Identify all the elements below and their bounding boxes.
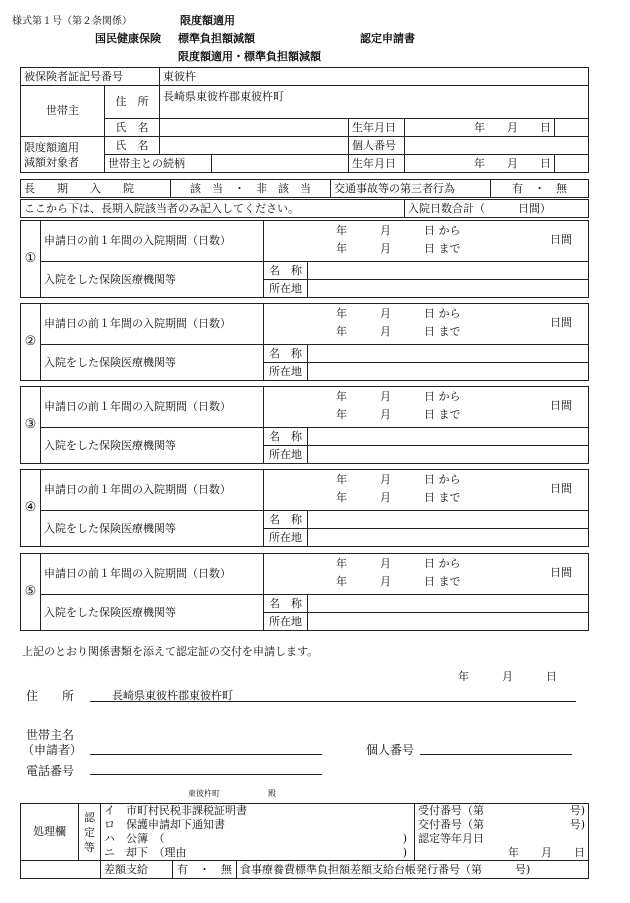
notice-table <box>20 199 589 218</box>
personal-no-field[interactable] <box>405 137 589 155</box>
long-stay-table <box>20 179 589 198</box>
applicant-sub-label: （申請者） <box>22 743 83 757</box>
stay-number: ④ <box>21 470 41 547</box>
target-person-label: 限度額適用 減額対象者 <box>21 137 105 173</box>
stay-period-label: 申請日の前１年間の入院期間（日数） <box>41 470 264 511</box>
stay-hospital-name-field[interactable] <box>308 595 589 613</box>
stay-hospital-label: 入院をした保険医療機関等 <box>41 428 264 464</box>
stay-period-label: 申請日の前１年間の入院期間（日数） <box>41 554 264 595</box>
title-line3: 限度額適用・標準負担額減額 <box>178 50 321 63</box>
applicant-label: 世帯主名 <box>26 728 75 742</box>
reception-no-field[interactable]: 受付番号（第 号) <box>415 804 589 819</box>
stay-period-field[interactable]: 年 月 日 から 年 月 日 まで 日間 <box>264 221 589 262</box>
stay-hospital-name-label: 名 称 <box>264 595 308 613</box>
stay-period-label: 申請日の前１年間の入院期間（日数） <box>41 304 264 345</box>
target-birth-label: 生年月日 <box>349 155 405 173</box>
stay-hospital-addr-label: 所在地 <box>264 363 308 381</box>
stay-period-label: 申請日の前１年間の入院期間（日数） <box>41 221 264 262</box>
stay-hospital-name-field[interactable] <box>308 262 589 280</box>
long-stay-applicable[interactable]: 該 当 ・ 非 該 当 <box>171 180 331 198</box>
honorific: 殿 <box>268 789 276 798</box>
stay-hospital-label: 入院をした保険医療機関等 <box>41 595 264 631</box>
hospital-stay-block <box>20 553 589 631</box>
stay-period-field[interactable]: 年 月 日 から 年 月 日 まで 日間 <box>264 387 589 428</box>
stay-hospital-name-label: 名 称 <box>264 345 308 363</box>
stay-period-label: 申請日の前１年間の入院期間（日数） <box>41 387 264 428</box>
office-item-3[interactable]: ハ 公簿 （ ) <box>101 832 415 846</box>
long-stay-label: 長 期 入 院 <box>21 180 171 198</box>
blank-cell <box>555 155 589 173</box>
stay-number: ③ <box>21 387 41 464</box>
householder-label: 世帯主 <box>21 86 105 137</box>
relation-field[interactable] <box>212 155 349 173</box>
title-reduction: 標準負担額減額 <box>178 32 255 45</box>
footer-address-value[interactable]: 長崎県東彼杵郡東彼杵町 <box>112 689 233 702</box>
long-stay-notice: ここから下は、長期入院該当者のみ記入してください。 <box>21 200 405 218</box>
applicant-info-table <box>20 67 589 173</box>
title-application: 認定申請書 <box>360 32 415 45</box>
stay-hospital-name-label: 名 称 <box>264 511 308 529</box>
hospital-stay-block <box>20 386 589 464</box>
phone-label: 電話番号 <box>26 764 75 778</box>
stay-period-field[interactable]: 年 月 日 から 年 月 日 まで 日間 <box>264 554 589 595</box>
office-item-1[interactable]: イ 市町村民税非課税証明書 <box>101 804 415 819</box>
office-section-label: 処理欄 <box>21 804 79 861</box>
stay-hospital-name-label: 名 称 <box>264 262 308 280</box>
stay-hospital-addr-label: 所在地 <box>264 529 308 547</box>
diff-yes-no[interactable]: 有 ・ 無 <box>173 861 237 879</box>
title-line1: 限度額適用 <box>180 14 235 27</box>
title-nhi: 国民健康保険 <box>95 32 161 45</box>
third-party-label: 交通事故等の第三者行為 <box>331 180 491 198</box>
stay-hospital-addr-field[interactable] <box>308 363 589 381</box>
stay-hospital-addr-label: 所在地 <box>264 613 308 631</box>
insured-no-value[interactable]: 東彼杵 <box>160 68 589 86</box>
footer-personal-no-label: 個人番号 <box>366 743 415 757</box>
office-use-table <box>20 803 589 879</box>
applicant-underline[interactable] <box>90 754 322 755</box>
stay-hospital-addr-field[interactable] <box>308 280 589 298</box>
phone-underline[interactable] <box>90 774 322 775</box>
cert-date-field[interactable]: 年 月 日 <box>415 846 589 861</box>
office-item-4[interactable]: ニ 却下 （理由 ) <box>101 846 415 861</box>
hospital-stay-block <box>20 220 589 298</box>
hospital-stay-block <box>20 303 589 381</box>
stay-hospital-addr-label: 所在地 <box>264 446 308 464</box>
cert-date-label: 認定等年月日 <box>415 832 589 846</box>
target-name-field[interactable] <box>160 137 349 155</box>
form-number: 様式第１号（第２条関係） <box>12 16 132 27</box>
stay-hospital-addr-field[interactable] <box>308 446 589 464</box>
stay-number: ① <box>21 221 41 298</box>
stay-period-field[interactable]: 年 月 日 から 年 月 日 まで 日間 <box>264 470 589 511</box>
relation-label: 世帯主との続柄 <box>105 155 212 173</box>
insured-no-label: 被保険者証記号番号 <box>21 68 160 86</box>
stay-hospital-label: 入院をした保険医療機関等 <box>41 262 264 298</box>
stay-hospital-name-field[interactable] <box>308 345 589 363</box>
address-underline <box>90 701 576 702</box>
stay-number: ② <box>21 304 41 381</box>
stay-hospital-label: 入院をした保険医療機関等 <box>41 345 264 381</box>
stay-number: ⑤ <box>21 554 41 631</box>
target-name-label: 氏 名 <box>105 137 160 155</box>
stay-hospital-addr-field[interactable] <box>308 613 589 631</box>
issue-no-field[interactable]: 交付番号（第 号) <box>415 818 589 832</box>
stay-period-field[interactable]: 年 月 日 から 年 月 日 まで 日間 <box>264 304 589 345</box>
total-days-field[interactable]: 入院日数合計（ 日間） <box>405 200 589 218</box>
stay-hospital-name-label: 名 称 <box>264 428 308 446</box>
diff-label: 差額支給 <box>101 861 173 879</box>
stay-hospital-addr-field[interactable] <box>308 529 589 547</box>
birth-date-field[interactable]: 年 月 日 <box>405 119 555 137</box>
application-date[interactable]: 年 月 日 <box>458 670 557 683</box>
address-label: 住 所 <box>105 86 160 119</box>
stay-hospital-label: 入院をした保険医療機関等 <box>41 511 264 547</box>
statement-text: 上記のとおり関係書類を添えて認定証の交付を申請します。 <box>22 645 319 658</box>
stay-hospital-name-field[interactable] <box>308 511 589 529</box>
office-blank <box>21 861 101 879</box>
householder-name-field[interactable] <box>160 119 349 137</box>
meal-ledger-no[interactable]: 食事療養費標準負担額差額支給台帳発行番号（第 号) <box>237 861 589 879</box>
target-birth-date-field[interactable]: 年 月 日 <box>405 155 555 173</box>
blank-cell <box>555 119 589 137</box>
birth-label: 生年月日 <box>349 119 405 137</box>
hospital-stay-block <box>20 469 589 547</box>
address-value[interactable]: 長崎県東彼杵郡東彼杵町 <box>160 86 589 119</box>
stay-hospital-name-field[interactable] <box>308 428 589 446</box>
stay-hospital-addr-label: 所在地 <box>264 280 308 298</box>
addressee: 東彼杵町 <box>188 789 220 798</box>
personal-no-label: 個人番号 <box>349 137 405 155</box>
footer-address-label: 住 所 <box>26 689 75 703</box>
personal-no-underline[interactable] <box>420 754 572 755</box>
name-label: 氏 名 <box>105 119 160 137</box>
cert-label: 認定等 <box>79 804 101 861</box>
third-party-yes-no[interactable]: 有 ・ 無 <box>491 180 589 198</box>
office-item-2[interactable]: ロ 保護申請却下通知書 <box>101 818 415 832</box>
